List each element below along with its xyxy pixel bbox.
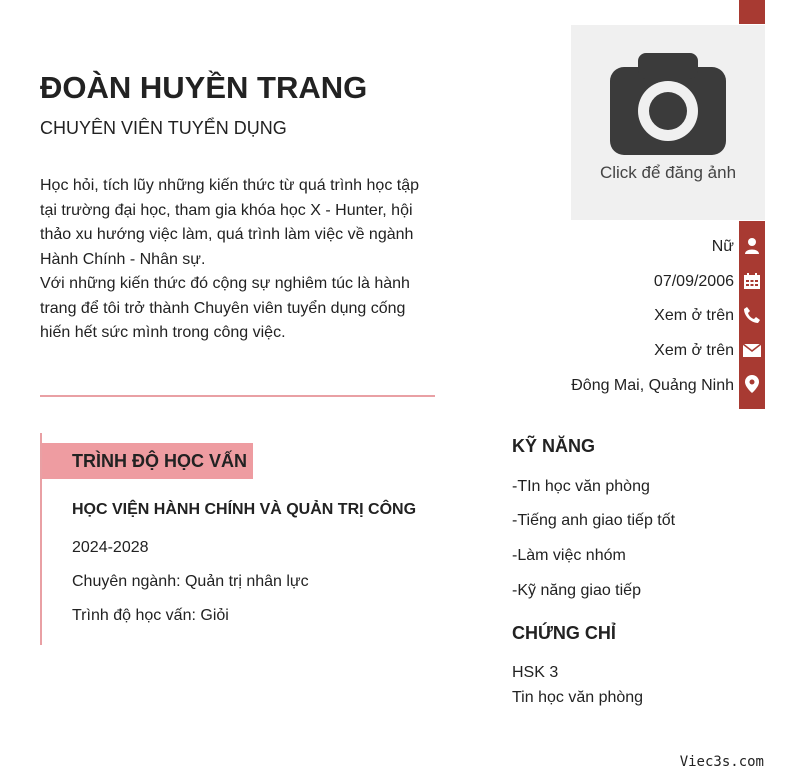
candidate-name: ĐOÀN HUYỀN TRANG — [40, 70, 368, 105]
skill-item: -Tiếng anh giao tiếp tốt — [512, 512, 676, 529]
skill-item: -Kỹ năng giao tiếp — [512, 582, 641, 599]
certificate-item: Tin học văn phòng — [512, 689, 644, 706]
certificate-item: HSK 3 — [512, 664, 559, 681]
summary-paragraph: Với những kiến thức đó cộng sự nghiêm túc là hành trang để tôi trở thành Chuyên viên tuyển dụng cống hiến hết sức mình trong công việc. — [40, 275, 410, 341]
skill-item: -TIn học văn phòng — [512, 478, 650, 495]
job-title: CHUYÊN VIÊN TUYỂN DỤNG — [40, 118, 287, 138]
skill-item: -Làm việc nhóm — [512, 547, 626, 564]
study-years: 2024-2028 — [72, 539, 149, 556]
phone-icon — [743, 306, 761, 324]
camera-icon — [610, 53, 726, 155]
education-heading: TRÌNH ĐỘ HỌC VẤN — [42, 443, 253, 479]
skills-heading: KỸ NĂNG — [512, 436, 596, 456]
address: Đông Mai, Quảng Ninh — [571, 377, 734, 394]
email: Xem ở trên — [654, 342, 734, 359]
photo-upload[interactable] — [571, 25, 765, 220]
watermark: Viec3s.com — [679, 754, 764, 770]
location-pin-icon — [743, 375, 761, 393]
certificates-heading: CHỨNG CHỈ — [512, 623, 616, 643]
career-summary — [40, 174, 440, 346]
calendar-icon — [743, 272, 761, 290]
photo-caption: Click để đăng ảnh — [599, 163, 737, 182]
summary-paragraph: Học hỏi, tích lũy những kiến thức từ quá trình học tập tại trường đại học, tham gia khóa học X - Hunter, hội thảo xu hướng việc làm, quá trình làm việc về ngành Hành Chính - Nhân sự. — [40, 177, 420, 268]
gender: Nữ — [711, 238, 734, 255]
school-name: HỌC VIỆN HÀNH CHÍNH VÀ QUẢN TRỊ CÔNG — [72, 501, 417, 518]
phone: Xem ở trên — [654, 307, 734, 324]
mail-icon — [743, 341, 761, 359]
date-of-birth: 07/09/2006 — [653, 273, 734, 290]
divider — [40, 395, 435, 397]
major: Chuyên ngành: Quản trị nhân lực — [72, 573, 309, 590]
user-icon — [743, 237, 761, 255]
academic-level: Trình độ học vấn: Giỏi — [72, 607, 229, 624]
accent-bar-top — [739, 0, 765, 24]
